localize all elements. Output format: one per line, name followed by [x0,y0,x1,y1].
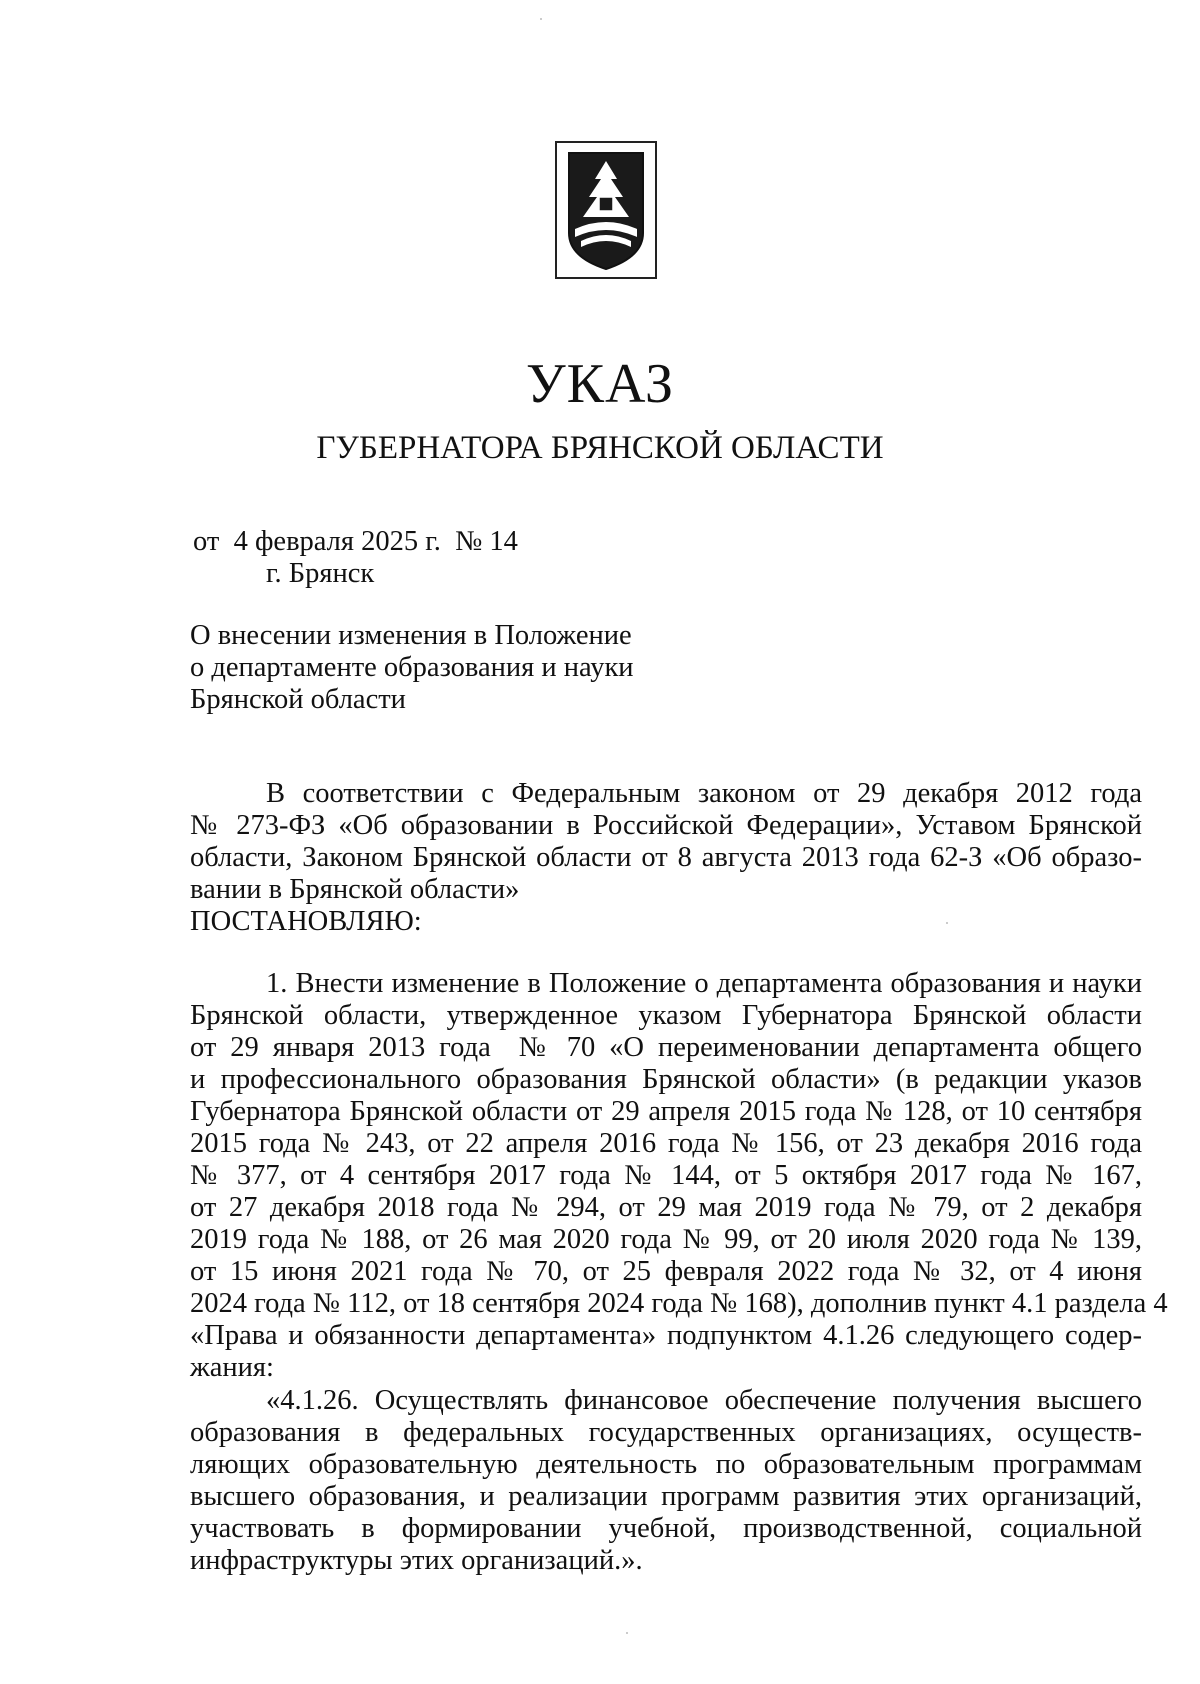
place-line: г. Брянск [266,558,375,589]
item-1-line: от 15 июня 2021 года № 70, от 25 февраля 2022 года № 32, от 4 июня [190,1256,1142,1287]
subject-line: о департаменте образования и науки [190,652,634,683]
item-1-line: Брянской области, утвержденное указом Губернатора Брянской области [190,1000,1142,1031]
quote-line: ляющих образовательную деятельность по образовательным программам [190,1449,1142,1480]
subject-line: О внесении изменения в Положение [190,620,632,651]
document-title: УКАЗ [525,353,675,415]
quote-line: «4.1.26. Осуществлять финансовое обеспечение получения высшего [266,1385,1142,1416]
item-1-line: от 27 декабря 2018 года № 294, от 29 мая 2019 года № 79, от 2 декабря [190,1192,1142,1223]
item-1-line: 2019 года № 188, от 26 мая 2020 года № 99, от 20 июля 2020 года № 139, [190,1224,1142,1255]
item-1-line: от 29 января 2013 года № 70 «О переименовании департамента общего [190,1032,1142,1063]
quote-line: участвовать в формировании учебной, производственной, социальной [190,1513,1142,1544]
item-1-line: «Права и обязанности департамента» подпунктом 4.1.26 следующего содер- [190,1320,1142,1351]
item-1-line: № 377, от 4 сентября 2017 года № 144, от 5 октября 2017 года № 167, [190,1160,1142,1191]
quote-line: образования в федеральных государственных организациях, осуществ- [190,1417,1142,1448]
decree-word: ПОСТАНОВЛЯЮ: [190,906,422,937]
preamble-line: В соответствии с Федеральным законом от 29 декабря 2012 года [266,778,1142,809]
quote-line: инфраструктуры этих организаций.». [190,1545,643,1576]
scan-speck [540,18,542,20]
subject-line: Брянской области [190,684,406,715]
item-1-line: жания: [190,1352,274,1383]
preamble-line: области, Законом Брянской области от 8 августа 2013 года 62-З «Об образо- [190,842,1142,873]
item-1-line: Губернатора Брянской области от 29 апреля 2015 года № 128, от 10 сентября [190,1096,1142,1127]
scan-speck [946,922,948,924]
quote-line: высшего образования, и реализации программ развития этих организаций, [190,1481,1142,1512]
preamble-line: вании в Брянской области» [190,874,520,905]
preamble-line: № 273-ФЗ «Об образовании в Российской Федерации», Уставом Брянской [190,810,1142,841]
item-1-line: и профессионального образования Брянской области» (в редакции указов [190,1064,1142,1095]
scan-speck [626,1632,628,1634]
date-number-line: от 4 февраля 2025 г. № 14 [193,526,518,557]
item-1-line: 2015 года № 243, от 22 апреля 2016 года № 156, от 23 декабря 2016 года [190,1128,1142,1159]
coat-of-arms-emblem [555,141,657,279]
item-1-line: 1. Внести изменение в Положение о департамента образования и науки [266,968,1142,999]
document-subtitle: ГУБЕРНАТОРА БРЯНСКОЙ ОБЛАСТИ [316,430,884,466]
item-1-line: 2024 года № 112, от 18 сентября 2024 года № 168), дополнив пункт 4.1 раздела 4 [190,1288,1168,1319]
